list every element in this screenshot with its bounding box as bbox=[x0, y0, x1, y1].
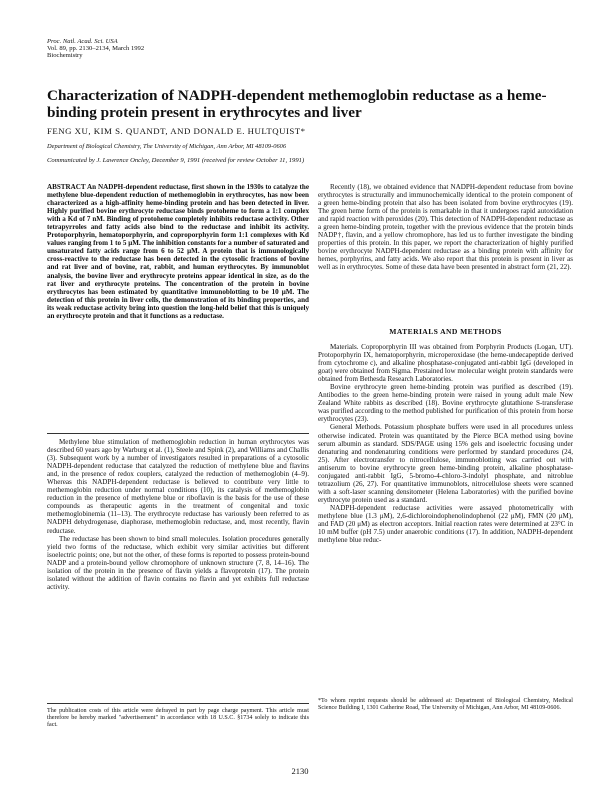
introduction bbox=[47, 438, 309, 591]
methods-paragraph: NADPH-dependent reductase activities were assayed photometrically with methylene blue (1.3 μM), 2,6-dichloroindophenolindophenol (22 μM), FMN (20 μM), and FAD (20 μM) as electron acceptors. Initial reaction rates were determined at 23°C in 10 mM buffer (pH 7.5) under anaerobic conditions (17). In addition, NADPH-dependent methylene blue reduc- bbox=[318, 503, 573, 545]
methods-paragraph: General Methods. Potassium phosphate buffers were used in all procedures unless otherwise indicated. Protein was quantitated by the Pierce BCA method using bovine serum albumin as standard. SDS/PAGE using 15% gels and isoelectric focusing under denaturing and nondenaturing conditions were performed by standard procedures (24, 25). After electrotransfer to nitrocellulose, immunoblotting was carried out with antiserum to bovine erythrocyte green heme-binding protein, alkaline phosphatase-conjugated anti-rabbit IgG, 5-bromo-4-chloro-3-indolyl phosphate, and nitroblue tetrazolium (26, 27). For quantitative immunoblots, nitrocellulose sheets were scanned with a soft-laser scanning densitometer (Helena Laboratories) with the purified bovine erythrocyte protein used as a standard. bbox=[318, 423, 573, 504]
methods-paragraph: Bovine erythrocyte green heme-binding protein was purified as described (19). Antibodies to the green heme-binding protein were raised in young adult male New Zealand White rabbits as described (18). Bovine erythrocyte glutathione S-transferase was purified according to the method published for purification of this protein from horse erythrocytes (23). bbox=[318, 383, 573, 424]
abstract: ABSTRACT An NADPH-dependent reductase, first shown in the 1930s to catalyze the methylene blue-dependent reduction of methemoglobin in erythrocytes, has now been characterized as a high-affinity heme-binding protein and has been detected in liver. Highly purified bovine erythrocyte reductase binds protoheme to form a 1:1 complex with a Kd of 7 nM. Binding of protoheme completely inhibits reductase activity. Other tetrapyrroles and fatty acids also bind to the reductase and inhibit its activity. Protoporphyrin, hematoporphyrin, and coproporphyrin form 1:1 complexes with Kd values ranging from 1 to 5 μM. The inhibition constants for a number of saturated and unsaturated fatty acids range from 6 to 52 μM. A protein that is immunologically cross-reactive to the reductase has been detected in the cytosolic fractions of bovine and rat liver and of bovine, rat, rabbit, and human erythrocytes. By immunoblot analysis, the bovine liver and erythrocyte proteins appear identical in size, as do the rat liver and erythrocyte proteins. The concentration of the protein in bovine erythrocytes has been estimated by quantitative immunoblotting to be 10 μM. The detection of this protein in liver cells, the demonstration of its binding properties, and its weak reductase activity bring into question the long-held belief that this is uniquely an erythrocyte protein and that it functions as a reductase. bbox=[47, 183, 309, 320]
affiliation: Department of Biological Chemistry, The University of Michigan, Ann Arbor, MI 48109-0606 bbox=[47, 143, 287, 150]
intro-paragraph: Recently (18), we obtained evidence that NADPH-dependent reductase from bovine erythrocytes is structurally and immunochemically identical to the protein component of a green heme-binding protein that also has been isolated from bovine erythrocytes (19). The green heme form of the protein is remarkable in that it undergoes rapid autoxidation and rapid reaction with peroxides (20). This detection of NADPH-dependent reductase as a green heme-binding protein, together with the previous evidence that the protein binds NADP†, flavin, and a yellow chromophore, has led us to further investigate the binding properties of this protein. In this paper, we report the characterization of highly purified bovine erythrocyte NADPH-dependent reductase as a binding protein with affinity for hemes, porphyrins, and fatty acids. We also report that this protein is present in liver as well as in erythrocytes. Some of these data have been presented in abstract form (21, 22). bbox=[318, 183, 573, 272]
correspondence-footnote: *To whom reprint requests should be addressed at: Department of Biological Chemistry, Medical Science Building I, 1301 Catherine Road, The University of Michigan, Ann Arbor, MI 48109-0606. bbox=[318, 698, 573, 711]
communicated-line: Communicated by J. Lawrence Oncley, December 9, 1991 (received for review October 11, 1991) bbox=[47, 157, 305, 164]
journal-section: Biochemistry bbox=[47, 52, 83, 59]
authors: FENG XU, KIM S. QUANDT, AND DONALD E. HULTQUIST* bbox=[47, 126, 306, 136]
page-number: 2130 bbox=[291, 766, 309, 776]
footnote-rule bbox=[47, 703, 309, 704]
journal-volume: Vol. 89, pp. 2130–2134, March 1992 bbox=[47, 45, 145, 52]
methods-paragraph: Materials. Coproporphyrin III was obtained from Porphyrin Products (Logan, UT). Protoporphyrin IX, hematoporphyrin, microperoxidase (the heme-undecapeptide derived from cytochrome c), and alkaline phosphatase-conjugated anti-rabbit IgG (developed in goat) were obtained from Sigma. Prestained low molecular weight protein standards were obtained from Bethesda Research Laboratories. bbox=[318, 343, 573, 384]
intro-paragraph: The reductase has been shown to bind small molecules. Isolation procedures generally yield two forms of the reductase, which exhibit very similar activities but different isoelectric points; one, but not the other, of these forms is reported to possess protein-bound NADP and a protein-bound yellow chromophore of unknown structure (7, 8, 14–16). The isolation of the protein in the presence of flavin yields a flavoprotein (17). The protein isolated without the addition of flavin contains no flavin and yet exhibits full reductase activity. bbox=[47, 534, 309, 591]
intro-continued bbox=[318, 183, 573, 272]
journal-name: Proc. Natl. Acad. Sci. USA bbox=[47, 38, 118, 45]
intro-paragraph: Methylene blue stimulation of methemoglobin reduction in human erythrocytes was described 60 years ago by Warburg et al. (1), Steele and Spink (2), and Williams and Challis (3). Subsequent work by a number of investigators resulted in preparations of a cytosolic NADPH-dependent reductase that catalyzed the reduction of methylene blue and flavins and, in the presence of redox couplers, catalyzed the reduction of methemoglobin (4–9). Whereas this NADPH-dependent reductase is believed to contribute very little to methemoglobin reduction under normal conditions (10), its catalysis of methemoglobin reduction in the presence of methylene blue or riboflavin is the basis for the use of these compounds as therapeutic agents in the treatment of congenital and toxic methemoglobinemia (11–13). The erythrocyte reductase has variously been referred to as NADPH dehydrogenase, diaphorase, methemoglobin reductase, and, most recently, flavin reductase. bbox=[47, 438, 309, 535]
article-title: Characterization of NADPH-dependent methemoglobin reductase as a heme-binding protein present in erythrocytes and liver bbox=[47, 87, 547, 121]
publication-footnote: The publication costs of this article were defrayed in part by page charge payment. This article must therefore be hereby marked "advertisement" in accordance with 18 U.S.C. §1734 solely to indicate this fact. bbox=[47, 708, 309, 728]
methods-heading: MATERIALS AND METHODS bbox=[389, 327, 502, 336]
methods bbox=[318, 343, 573, 544]
abstract-rule bbox=[47, 433, 309, 434]
